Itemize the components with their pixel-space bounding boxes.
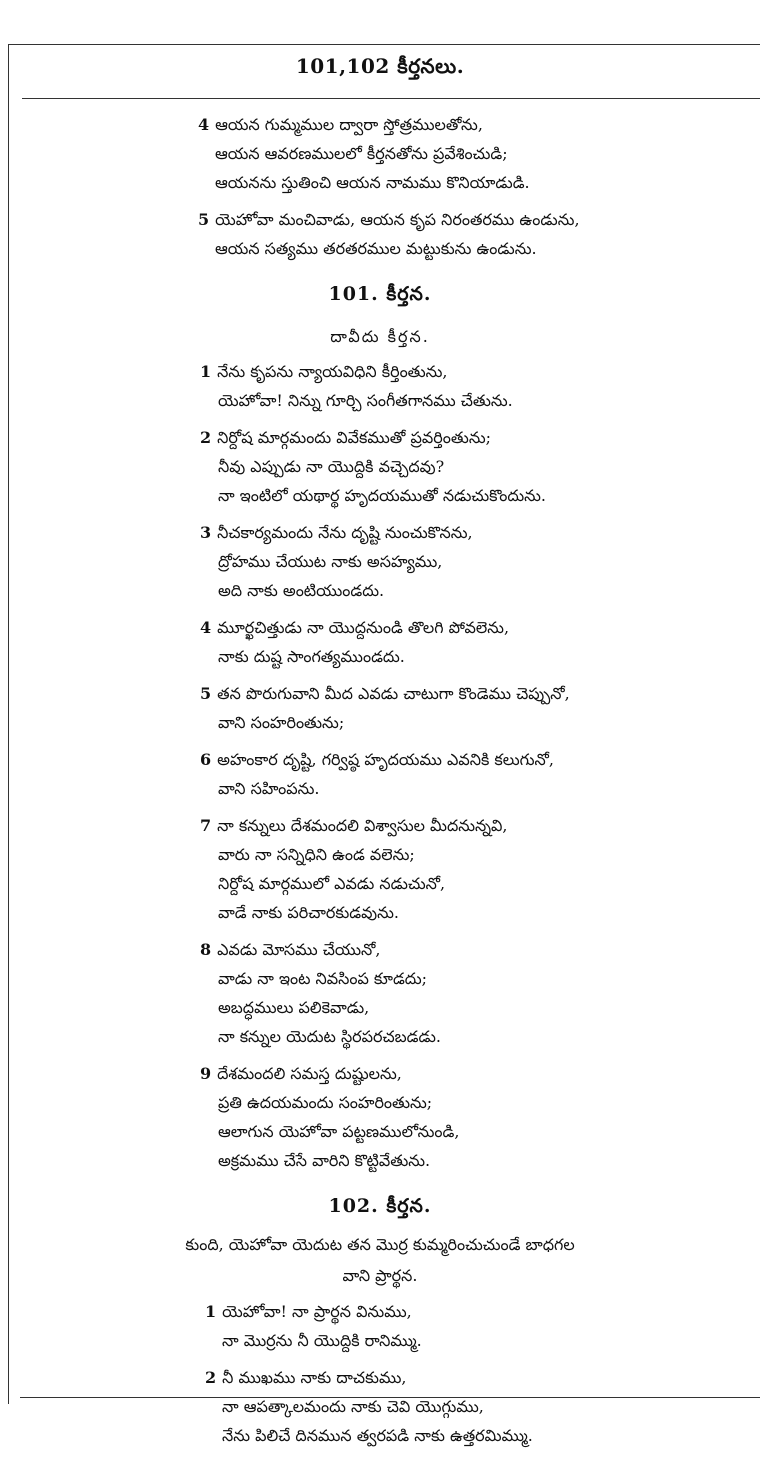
verse-block-5 — [0, 205, 760, 263]
verse-line: 7 నా కన్నులు దేశమందలి విశ్వాసుల మీదనున్నవి, — [200, 816, 508, 835]
verse-line: నా ఆపత్కాలమందు నాకు చెవి యొగ్గుము, — [222, 1397, 484, 1416]
p102-verse-1 — [0, 1297, 760, 1355]
verse-line: ఆలాగున యెహోవా పట్టణములోనుండి, — [218, 1122, 460, 1141]
verse-line: 6 అహంకార దృష్టి, గర్విష్ఠ హృదయము ఎవనికి కలుగునో, — [200, 750, 554, 769]
verse-line: వారు నా సన్నిధిని ఉండ వలెను; — [218, 845, 415, 864]
psalm-102-intro-line: వాని ప్రార్థన. — [342, 1266, 418, 1285]
verse-number: 3 — [200, 523, 212, 542]
verse-line: అది నాకు అంటియుండదు. — [218, 581, 385, 600]
verse-line: వాని సహింపను. — [218, 779, 320, 798]
verse-line: 3 నీచకార్యమందు నేను దృష్టి నుంచుకొనను, — [200, 523, 473, 542]
verse-line: 9 దేశమందలి సమస్త దుష్టులను, — [200, 1064, 402, 1083]
verse-line: 1 యెహోవా! నా ప్రార్థన వినుము, — [205, 1302, 412, 1321]
top-rule — [8, 44, 760, 45]
verse-line: నా ఇంటిలో యథార్థ హృదయముతో నడుచుకొందును. — [218, 486, 547, 505]
verse-line: నా మొర్రను నీ యొద్దికి రానిమ్ము. — [222, 1331, 422, 1350]
verse-line: అక్రమము చేసే వారిని కొట్టివేతును. — [218, 1151, 431, 1170]
verse-line: ఆయన సత్యము తరతరముల మట్టుకును ఉండును. — [215, 239, 537, 258]
verse-line: నా కన్నుల యెదుట స్థిరపరచబడడు. — [218, 1027, 441, 1046]
verse-number: 9 — [200, 1064, 212, 1083]
verse-number: 2 — [205, 1368, 217, 1387]
verse-number: 1 — [205, 1302, 217, 1321]
p101-verse-2 — [0, 423, 760, 510]
verse-number: 7 — [200, 816, 212, 835]
verse-line: వాని సంహరింతును; — [218, 713, 345, 732]
psalm-102-title: 102. కీర్తన. — [328, 1195, 432, 1217]
verse-number: 4 — [198, 115, 210, 134]
verse-number: 5 — [200, 684, 212, 703]
verse-line: 2 నిర్దోష మార్గమందు వివేకముతో ప్రవర్తింతును; — [200, 428, 491, 447]
verse-line: ఆయన ఆవరణములలో కీర్తనతోను ప్రవేశించుడి; — [215, 144, 508, 163]
verse-line: వాడే నాకు పరిచారకుడవును. — [218, 903, 399, 922]
p101-verse-8 — [0, 935, 760, 1051]
p101-verse-3 — [0, 518, 760, 605]
page-content — [0, 110, 760, 1458]
verse-line: నేను పిలిచే దినమున త్వరపడి నాకు ఉత్తరమిమ్ము. — [222, 1426, 533, 1445]
verse-line: 2 నీ ముఖము నాకు దాచకుము, — [205, 1368, 407, 1387]
p101-verse-9 — [0, 1059, 760, 1175]
verse-line: నాకు దుష్ట సాంగత్యముండదు. — [218, 647, 405, 666]
verse-line: నిర్దోష మార్గములో ఎవడు నడుచునో, — [218, 874, 446, 893]
verse-line: ఆయనను స్తుతించి ఆయన నామము కొనియాడుడి. — [215, 173, 530, 192]
running-head: 101,102 కీర్తనలు. — [295, 54, 465, 78]
p102-verse-2 — [0, 1363, 760, 1450]
verse-line: 4 మూర్ఖచిత్తుడు నా యొద్దనుండి తొలగి పోవలెను, — [200, 618, 510, 637]
psalm-102-intro-line: కుంది, యెహోవా యెదుట తన మొర్ర కుమ్మరించుచుండే బాధగల — [185, 1235, 575, 1254]
verse-line: అబద్ధములు పలికెవాడు, — [218, 998, 370, 1017]
header-rule — [22, 98, 760, 99]
verse-number: 2 — [200, 428, 212, 447]
verse-line: నీవు ఎప్పుడు నా యొద్దికి వచ్చెదవు? — [218, 457, 445, 476]
verse-block-4 — [0, 110, 760, 197]
verse-line: 4 ఆయన గుమ్మముల ద్వారా స్తోత్రములతోను, — [198, 115, 483, 134]
bottom-rule — [20, 1397, 760, 1398]
psalm-101-title: 101. కీర్తన. — [328, 283, 432, 305]
verse-line: 8 ఎవడు మోసము చేయునో, — [200, 940, 381, 959]
verse-line: ద్రోహము చేయుట నాకు అసహ్యము, — [218, 552, 443, 571]
p101-verse-6 — [0, 745, 760, 803]
p101-verse-4 — [0, 613, 760, 671]
verse-line: యెహోవా! నిన్ను గూర్చి సంగీతగానము చేతును. — [218, 391, 513, 410]
verse-line: 1 నేను కృపను న్యాయవిధిని కీర్తింతును, — [200, 362, 448, 381]
verse-number: 6 — [200, 750, 212, 769]
verse-line: ప్రతి ఉదయమందు సంహరింతును; — [218, 1093, 433, 1112]
psalm-101-subtitle: దావీదు కీర్తన. — [330, 327, 430, 346]
verse-line: 5 యెహోవా మంచివాడు, ఆయన కృప నిరంతరము ఉండును, — [198, 210, 580, 229]
p101-verse-1 — [0, 357, 760, 415]
p101-verse-7 — [0, 811, 760, 927]
p101-verse-5 — [0, 679, 760, 737]
verse-line: 5 తన పొరుగువాని మీద ఎవడు చాటుగా కొండెము చెప్పునో, — [200, 684, 570, 703]
verse-line: వాడు నా ఇంట నివసింప కూడదు; — [218, 969, 428, 988]
verse-number: 1 — [200, 362, 212, 381]
verse-number: 8 — [200, 940, 212, 959]
verse-number: 4 — [200, 618, 212, 637]
verse-number: 5 — [198, 210, 210, 229]
